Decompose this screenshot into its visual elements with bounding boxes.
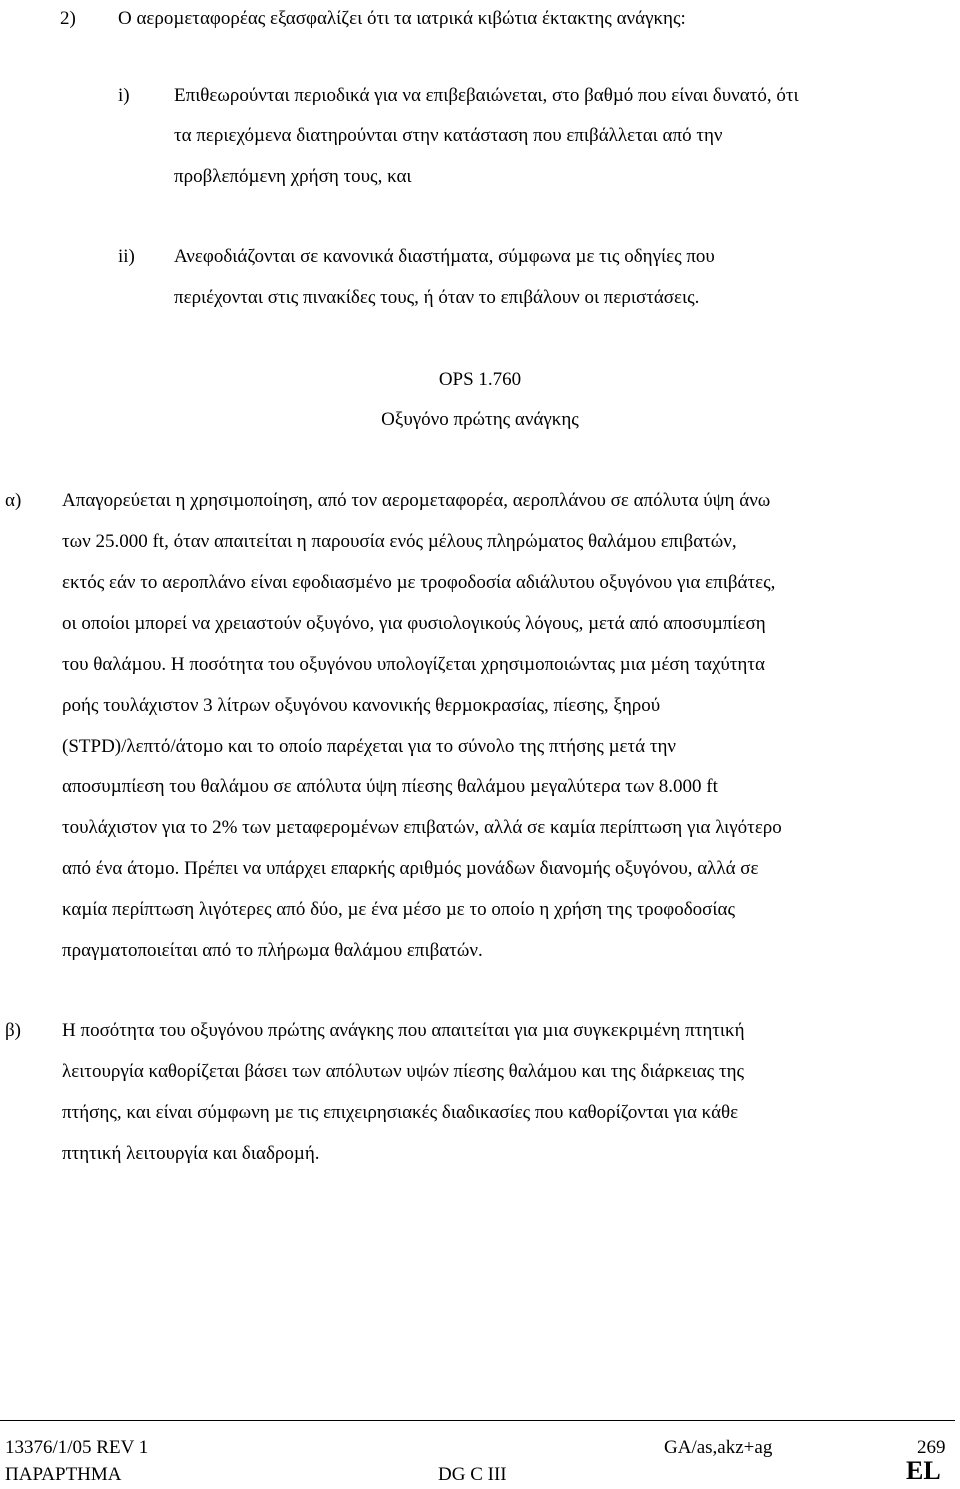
para-a-line: ροής τουλάχιστον 3 λίτρων οξυγόνου κανονικής θερµοκρασίας, πίεσης, ξηρού <box>62 695 661 716</box>
sub-item-i-line: Επιθεωρούνται περιοδικά για να επιβεβαιώνεται, στο βαθµό που είναι δυνατό, ότι <box>174 85 799 106</box>
para-a-line: εκτός εάν το αεροπλάνο είναι εφοδιασµένο µε τροφοδοσία αδιάλυτου οξυγόνου για επιβάτες, <box>62 572 776 593</box>
para-b-line: πτήσης, και είναι σύµφωνη µε τις επιχειρησιακές διαδικασίες που καθορίζονται για κάθε <box>62 1102 739 1123</box>
footer-divider <box>0 1420 955 1421</box>
footer-initials: GA/as,akz+ag <box>664 1437 773 1458</box>
footer-dg: DG C III <box>438 1464 507 1485</box>
sub-item-ii-line: Ανεφοδιάζονται σε κανονικά διαστήµατα, σύµφωνα µε τις οδηγίες που <box>174 246 715 267</box>
para-a-line: (STPD)/λεπτό/άτοµο και το οποίο παρέχεται για το σύνολο της πτήσης µετά την <box>62 736 677 757</box>
para-a-line: αποσυµπίεση του θαλάµου σε απόλυτα ύψη πίεσης θαλάµου µεγαλύτερα των 8.000 ft <box>62 776 718 797</box>
sub-item-ii-number: ii) <box>118 246 135 267</box>
para-a-line: τουλάχιστον για το 2% των µεταφεροµένων επιβατών, αλλά σε καµία περίπτωση για λιγότερο <box>62 817 782 838</box>
para-a-label: α) <box>5 490 22 511</box>
sub-item-i-number: i) <box>118 85 130 106</box>
sub-item-i-line: τα περιεχόµενα διατηρούνται στην κατάσταση που επιβάλλεται από την <box>174 125 723 146</box>
sub-item-ii-line: περιέχονται στις πινακίδες τους, ή όταν το επιβάλουν οι περιστάσεις. <box>174 287 700 308</box>
footer-language-code: EL <box>906 1456 941 1485</box>
item-2-text: Ο αεροµεταφορέας εξασφαλίζει ότι τα ιατρικά κιβώτια έκτακτης ανάγκης: <box>118 8 686 29</box>
para-b-label: β) <box>5 1020 21 1041</box>
footer-page-number: 269 <box>917 1437 946 1458</box>
para-a-line: του θαλάµου. Η ποσότητα του οξυγόνου υπολογίζεται χρησιµοποιώντας µια µέση ταχύτητα <box>62 654 765 675</box>
item-2-number: 2) <box>60 8 76 29</box>
sub-item-i-line: προβλεπόµενη χρήση τους, και <box>174 166 412 187</box>
para-b-line: λειτουργία καθορίζεται βάσει των απόλυτων υψών πίεσης θαλάµου και της διάρκειας της <box>62 1061 745 1082</box>
para-b-line: Η ποσότητα του οξυγόνου πρώτης ανάγκης που απαιτείται για µια συγκεκριµένη πτητική <box>62 1020 745 1041</box>
footer-doc-ref: 13376/1/05 REV 1 <box>5 1437 149 1458</box>
para-a-line: καµία περίπτωση λιγότερες από δύο, µε ένα µέσο µε το οποίο η χρήση της τροφοδοσίας <box>62 899 736 920</box>
para-a-line: Απαγορεύεται η χρησιµοποίηση, από τον αεροµεταφορέα, αεροπλάνου σε απόλυτα ύψη άνω <box>62 490 771 511</box>
para-a-line: πραγµατοποιείται από το πλήρωµα θαλάµου επιβατών. <box>62 940 483 961</box>
para-a-line: από ένα άτοµο. Πρέπει να υπάρχει επαρκής αριθµός µονάδων διανοµής οξυγόνου, αλλά σε <box>62 858 759 879</box>
section-title: Οξυγόνο πρώτης ανάγκης <box>381 409 579 430</box>
section-code: OPS 1.760 <box>438 369 522 390</box>
para-a-line: οι οποίοι µπορεί να χρειαστούν οξυγόνο, για φυσιολογικούς λόγους, µετά από αποσυµπίεση <box>62 613 766 634</box>
para-b-line: πτητική λειτουργία και διαδροµή. <box>62 1143 320 1164</box>
footer-annex: ΠΑΡΑΡΤΗΜΑ <box>5 1464 122 1485</box>
para-a-line: των 25.000 ft, όταν απαιτείται η παρουσία ενός µέλους πληρώµατος θαλάµου επιβατών, <box>62 531 737 552</box>
